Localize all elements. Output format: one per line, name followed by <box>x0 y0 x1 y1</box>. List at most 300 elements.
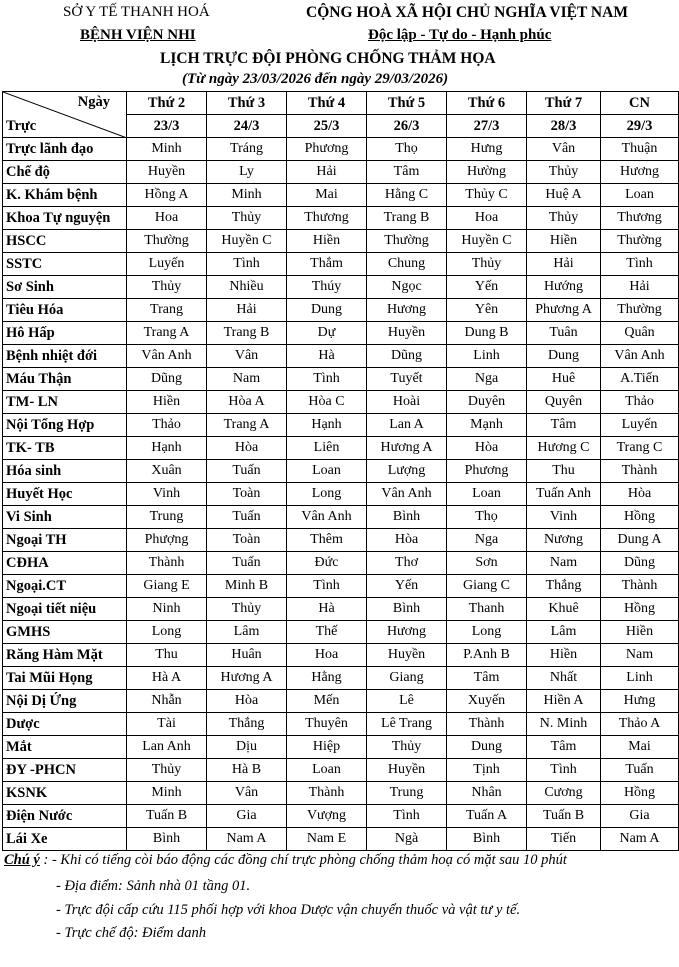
staff-cell: Vượng <box>287 805 367 828</box>
staff-cell: Hoa <box>287 644 367 667</box>
staff-cell: Thủy <box>207 207 287 230</box>
staff-cell: Linh <box>447 345 527 368</box>
staff-cell: Thọ <box>447 506 527 529</box>
staff-cell: Tâm <box>527 414 601 437</box>
staff-cell: Thuận <box>601 138 679 161</box>
staff-cell: Hằng C <box>367 184 447 207</box>
staff-cell: Hải <box>601 276 679 299</box>
staff-cell: Giang E <box>127 575 207 598</box>
staff-cell: Liên <box>287 437 367 460</box>
staff-cell: Giang C <box>447 575 527 598</box>
staff-cell: Huệ A <box>527 184 601 207</box>
staff-cell: Nam A <box>207 828 287 851</box>
date-header-2: 25/3 <box>287 115 367 138</box>
staff-cell: Yến <box>447 276 527 299</box>
page-title: LỊCH TRỰC ĐỘI PHÒNG CHỐNG THẢM HỌA <box>160 50 496 67</box>
staff-cell: Hà B <box>207 759 287 782</box>
department-cell: Máu Thận <box>3 368 127 391</box>
table-row <box>3 322 679 345</box>
staff-cell: Trang C <box>601 437 679 460</box>
table-row <box>3 598 679 621</box>
table-row <box>3 506 679 529</box>
department-cell: Răng Hàm Mặt <box>3 644 127 667</box>
staff-cell: Thủy <box>527 161 601 184</box>
staff-cell: Hương A <box>367 437 447 460</box>
staff-cell: Ly <box>207 161 287 184</box>
note-line-2: - Địa điểm: Sảnh nhà 01 tầng 01. <box>56 878 251 894</box>
nation-name: CỘNG HOÀ XÃ HỘI CHỦ NGHĨA VIỆT NAM <box>306 4 628 21</box>
staff-cell: Hương C <box>527 437 601 460</box>
staff-cell: Nhẫn <box>127 690 207 713</box>
staff-cell: Thành <box>127 552 207 575</box>
staff-cell: Hòa C <box>287 391 367 414</box>
staff-cell: Phương <box>447 460 527 483</box>
staff-cell: Tuấn B <box>527 805 601 828</box>
department-cell: ĐY -PHCN <box>3 759 127 782</box>
staff-cell: Loan <box>287 759 367 782</box>
staff-cell: Thắng <box>527 575 601 598</box>
corner-duty-label: Trực <box>6 118 37 134</box>
staff-cell: Tuấn <box>207 460 287 483</box>
table-row <box>3 736 679 759</box>
staff-cell: Hưng <box>447 138 527 161</box>
staff-cell: Thủy <box>127 276 207 299</box>
department-cell: Lái Xe <box>3 828 127 851</box>
staff-cell: Thọ <box>367 138 447 161</box>
staff-cell: Huyền <box>367 322 447 345</box>
table-row <box>3 368 679 391</box>
staff-cell: Lê <box>367 690 447 713</box>
department-cell: Huyết Học <box>3 483 127 506</box>
date-header-4: 27/3 <box>447 115 527 138</box>
staff-cell: Thành <box>601 575 679 598</box>
staff-cell: Thanh <box>447 598 527 621</box>
staff-cell: Phương <box>287 138 367 161</box>
staff-cell: Hiền <box>601 621 679 644</box>
staff-cell: Luyến <box>601 414 679 437</box>
table-row <box>3 483 679 506</box>
staff-cell: Minh B <box>207 575 287 598</box>
department-cell: TK- TB <box>3 437 127 460</box>
staff-cell: Thương <box>287 207 367 230</box>
staff-cell: Hiền <box>127 391 207 414</box>
department-cell: Tiêu Hóa <box>3 299 127 322</box>
staff-cell: Trung <box>367 782 447 805</box>
staff-cell: Huyền C <box>207 230 287 253</box>
staff-cell: Nam <box>207 368 287 391</box>
staff-cell: Minh <box>127 138 207 161</box>
staff-cell: Nga <box>447 368 527 391</box>
department-cell: Nội Tổng Hợp <box>3 414 127 437</box>
staff-cell: Hà A <box>127 667 207 690</box>
table-row <box>3 782 679 805</box>
staff-cell: Hiệp <box>287 736 367 759</box>
staff-cell: Bình <box>367 598 447 621</box>
staff-cell: Hiền A <box>527 690 601 713</box>
day-header-0: Thứ 2 <box>127 92 207 115</box>
staff-cell: Xuân <box>127 460 207 483</box>
staff-cell: Giang <box>367 667 447 690</box>
staff-cell: Tuấn B <box>127 805 207 828</box>
department-cell: Khoa Tự nguyện <box>3 207 127 230</box>
staff-cell: Trang A <box>207 414 287 437</box>
day-header-5: Thứ 7 <box>527 92 601 115</box>
staff-cell: Trang B <box>207 322 287 345</box>
staff-cell: Mạnh <box>447 414 527 437</box>
staff-cell: Hồng A <box>127 184 207 207</box>
staff-cell: Thơ <box>367 552 447 575</box>
staff-cell: Hoa <box>447 207 527 230</box>
staff-cell: Tiến <box>527 828 601 851</box>
table-row <box>3 161 679 184</box>
staff-cell: Tâm <box>447 667 527 690</box>
staff-cell: Thảo A <box>601 713 679 736</box>
note-label: Chú ý <box>4 852 40 868</box>
table-row <box>3 552 679 575</box>
corner-cell <box>3 92 127 138</box>
staff-cell: Vân Anh <box>127 345 207 368</box>
staff-cell: Thành <box>287 782 367 805</box>
staff-cell: Hà <box>287 598 367 621</box>
staff-cell: Hải <box>207 299 287 322</box>
staff-cell: Hoài <box>367 391 447 414</box>
table-row <box>3 299 679 322</box>
staff-cell: Tuấn <box>601 759 679 782</box>
staff-cell: Vân Anh <box>601 345 679 368</box>
staff-cell: Thường <box>601 230 679 253</box>
table-row <box>3 805 679 828</box>
department-cell: CĐHA <box>3 552 127 575</box>
staff-cell: Bình <box>127 828 207 851</box>
motto: Độc lập - Tự do - Hạnh phúc <box>368 27 552 43</box>
staff-cell: Hồng <box>601 506 679 529</box>
staff-cell: Tịnh <box>447 759 527 782</box>
staff-cell: Nga <box>447 529 527 552</box>
department-cell: Nội Dị Ứng <box>3 690 127 713</box>
department-cell: Điện Nước <box>3 805 127 828</box>
staff-cell: Dũng <box>367 345 447 368</box>
staff-cell: Thu <box>527 460 601 483</box>
department-cell: Ngoại TH <box>3 529 127 552</box>
table-row <box>3 138 679 161</box>
staff-cell: Dung B <box>447 322 527 345</box>
staff-cell: Vinh <box>127 483 207 506</box>
table-row <box>3 414 679 437</box>
staff-cell: Phượng <box>127 529 207 552</box>
staff-cell: Tình <box>527 759 601 782</box>
staff-cell: Tuân <box>527 322 601 345</box>
staff-cell: Nam <box>601 644 679 667</box>
staff-cell: Hường <box>447 161 527 184</box>
staff-cell: Thường <box>367 230 447 253</box>
staff-cell: Tuấn <box>207 552 287 575</box>
day-header-1: Thứ 3 <box>207 92 287 115</box>
staff-cell: Thắng <box>207 713 287 736</box>
staff-cell: Hằng <box>287 667 367 690</box>
department-cell: Chế độ <box>3 161 127 184</box>
note-line-1: : - Khi có tiếng còi báo động các đồng chí trực phòng chống thảm hoạ có mặt sau 10 phút <box>43 852 567 868</box>
date-header-0: 23/3 <box>127 115 207 138</box>
note-line-4: - Trực chế độ: Điểm danh <box>56 925 207 941</box>
staff-cell: Vân <box>207 345 287 368</box>
staff-cell: Hiền <box>527 230 601 253</box>
department-cell: TM- LN <box>3 391 127 414</box>
staff-cell: Tài <box>127 713 207 736</box>
department-cell: Bệnh nhiệt đới <box>3 345 127 368</box>
staff-cell: Huê <box>527 368 601 391</box>
staff-cell: Hưng <box>601 690 679 713</box>
staff-cell: Ngọc <box>367 276 447 299</box>
staff-cell: Hòa A <box>207 391 287 414</box>
date-range: (Từ ngày 23/03/2026 đến ngày 29/03/2026) <box>182 71 449 87</box>
staff-cell: A.Tiến <box>601 368 679 391</box>
department-cell: Sơ Sinh <box>3 276 127 299</box>
table-row <box>3 391 679 414</box>
staff-cell: Hương <box>367 621 447 644</box>
table-row <box>3 690 679 713</box>
staff-cell: Hòa <box>447 437 527 460</box>
staff-cell: Huyền C <box>447 230 527 253</box>
staff-cell: Hạnh <box>127 437 207 460</box>
staff-cell: Tình <box>207 253 287 276</box>
staff-cell: Lượng <box>367 460 447 483</box>
staff-cell: Thành <box>601 460 679 483</box>
staff-cell: Long <box>447 621 527 644</box>
staff-cell: Hải <box>287 161 367 184</box>
staff-cell: Thêm <box>287 529 367 552</box>
table-row <box>3 828 679 851</box>
staff-cell: Thúy <box>287 276 367 299</box>
department-cell: Ngoại tiết niệu <box>3 598 127 621</box>
day-header-3: Thứ 5 <box>367 92 447 115</box>
staff-cell: Thủy <box>447 253 527 276</box>
staff-cell: Nương <box>527 529 601 552</box>
table-row <box>3 667 679 690</box>
table-row <box>3 345 679 368</box>
staff-cell: Hương <box>367 299 447 322</box>
staff-cell: Hòa <box>207 690 287 713</box>
table-row <box>3 644 679 667</box>
staff-cell: N. Minh <box>527 713 601 736</box>
staff-cell: Tình <box>367 805 447 828</box>
staff-cell: Gia <box>207 805 287 828</box>
staff-cell: Tình <box>287 575 367 598</box>
staff-cell: Trung <box>127 506 207 529</box>
table-row <box>3 207 679 230</box>
staff-cell: Tình <box>287 368 367 391</box>
staff-cell: Yên <box>447 299 527 322</box>
staff-cell: Trang <box>127 299 207 322</box>
staff-cell: Dung <box>287 299 367 322</box>
staff-cell: Tuấn Anh <box>527 483 601 506</box>
day-header-2: Thứ 4 <box>287 92 367 115</box>
table-row <box>3 713 679 736</box>
staff-cell: Toàn <box>207 529 287 552</box>
staff-cell: Dung <box>527 345 601 368</box>
table-row <box>3 621 679 644</box>
staff-cell: Thường <box>127 230 207 253</box>
staff-cell: Quân <box>601 322 679 345</box>
department-cell: Vi Sinh <box>3 506 127 529</box>
department-cell: Hóa sinh <box>3 460 127 483</box>
table-row <box>3 437 679 460</box>
table-row <box>3 253 679 276</box>
department-cell: K. Khám bệnh <box>3 184 127 207</box>
staff-cell: Toàn <box>207 483 287 506</box>
department-cell: Dược <box>3 713 127 736</box>
staff-cell: Vân <box>207 782 287 805</box>
staff-cell: Nhân <box>447 782 527 805</box>
department-name: SỞ Y TẾ THANH HOÁ <box>63 4 210 20</box>
table-row <box>3 230 679 253</box>
department-cell: Trực lãnh đạo <box>3 138 127 161</box>
staff-cell: Tuấn A <box>447 805 527 828</box>
staff-cell: Minh <box>207 184 287 207</box>
date-header-3: 26/3 <box>367 115 447 138</box>
staff-cell: Lâm <box>527 621 601 644</box>
department-cell: Mắt <box>3 736 127 759</box>
staff-cell: Cương <box>527 782 601 805</box>
header-row-days <box>3 92 679 115</box>
staff-cell: Hiền <box>527 644 601 667</box>
staff-cell: Thảo <box>601 391 679 414</box>
staff-cell: Hương A <box>207 667 287 690</box>
table-row <box>3 460 679 483</box>
staff-cell: Dung <box>447 736 527 759</box>
staff-cell: Lan Anh <box>127 736 207 759</box>
staff-cell: Nhất <box>527 667 601 690</box>
staff-cell: Yến <box>367 575 447 598</box>
day-header-4: Thứ 6 <box>447 92 527 115</box>
staff-cell: Đức <box>287 552 367 575</box>
staff-cell: Hồng <box>601 782 679 805</box>
staff-cell: Quyên <box>527 391 601 414</box>
date-header-6: 29/3 <box>601 115 679 138</box>
staff-cell: Hòa <box>601 483 679 506</box>
staff-cell: Nam E <box>287 828 367 851</box>
staff-cell: Dũng <box>127 368 207 391</box>
staff-cell: Hạnh <box>287 414 367 437</box>
staff-cell: Vinh <box>527 506 601 529</box>
staff-cell: Hoa <box>127 207 207 230</box>
staff-cell: Minh <box>127 782 207 805</box>
staff-cell: Tình <box>601 253 679 276</box>
department-cell: SSTC <box>3 253 127 276</box>
staff-cell: Hiền <box>287 230 367 253</box>
staff-cell: Thủy <box>127 759 207 782</box>
staff-cell: Lâm <box>207 621 287 644</box>
staff-cell: Trang B <box>367 207 447 230</box>
staff-cell: Gia <box>601 805 679 828</box>
staff-cell: Loan <box>447 483 527 506</box>
staff-cell: Ngà <box>367 828 447 851</box>
staff-cell: Thế <box>287 621 367 644</box>
staff-cell: P.Anh B <box>447 644 527 667</box>
staff-cell: Tráng <box>207 138 287 161</box>
staff-cell: Vân Anh <box>367 483 447 506</box>
staff-cell: Loan <box>601 184 679 207</box>
staff-cell: Hồng <box>601 598 679 621</box>
staff-cell: Thủy C <box>447 184 527 207</box>
staff-cell: Huyền <box>367 644 447 667</box>
staff-cell: Lê Trang <box>367 713 447 736</box>
table-row <box>3 529 679 552</box>
staff-cell: Nam <box>527 552 601 575</box>
staff-cell: Tuấn <box>207 506 287 529</box>
staff-cell: Thuyên <box>287 713 367 736</box>
staff-cell: Thu <box>127 644 207 667</box>
staff-cell: Hòa <box>367 529 447 552</box>
date-header-5: 28/3 <box>527 115 601 138</box>
staff-cell: Hà <box>287 345 367 368</box>
staff-cell: Long <box>127 621 207 644</box>
department-cell: HSCC <box>3 230 127 253</box>
staff-cell: Hướng <box>527 276 601 299</box>
staff-cell: Vân <box>527 138 601 161</box>
staff-cell: Huyền <box>367 759 447 782</box>
staff-cell: Thảo <box>127 414 207 437</box>
staff-cell: Dịu <box>207 736 287 759</box>
department-cell: KSNK <box>3 782 127 805</box>
document-header <box>0 0 679 92</box>
staff-cell: Hòa <box>207 437 287 460</box>
staff-cell: Vân Anh <box>287 506 367 529</box>
staff-cell: Duyên <box>447 391 527 414</box>
staff-cell: Ninh <box>127 598 207 621</box>
staff-cell: Thường <box>601 299 679 322</box>
staff-cell: Dung A <box>601 529 679 552</box>
staff-cell: Dũng <box>601 552 679 575</box>
department-cell: Tai Mũi Họng <box>3 667 127 690</box>
staff-cell: Tâm <box>527 736 601 759</box>
staff-cell: Khuê <box>527 598 601 621</box>
staff-cell: Dự <box>287 322 367 345</box>
staff-cell: Huân <box>207 644 287 667</box>
staff-cell: Phương A <box>527 299 601 322</box>
staff-cell: Long <box>287 483 367 506</box>
staff-cell: Thủy <box>207 598 287 621</box>
staff-cell: Bình <box>447 828 527 851</box>
day-header-6: CN <box>601 92 679 115</box>
table-row <box>3 184 679 207</box>
hospital-name: BỆNH VIỆN NHI <box>80 27 196 43</box>
staff-cell: Nam A <box>601 828 679 851</box>
duty-schedule-table <box>2 91 679 851</box>
department-cell: Ngoại.CT <box>3 575 127 598</box>
staff-cell: Trang A <box>127 322 207 345</box>
staff-cell: Xuyến <box>447 690 527 713</box>
staff-cell: Mai <box>287 184 367 207</box>
table-row <box>3 575 679 598</box>
staff-cell: Thương <box>601 207 679 230</box>
staff-cell: Huyền <box>127 161 207 184</box>
department-cell: Hô Hấp <box>3 322 127 345</box>
staff-cell: Linh <box>601 667 679 690</box>
staff-cell: Tâm <box>367 161 447 184</box>
table-row <box>3 276 679 299</box>
staff-cell: Tuyết <box>367 368 447 391</box>
staff-cell: Thủy <box>367 736 447 759</box>
staff-cell: Hải <box>527 253 601 276</box>
staff-cell: Nhiều <box>207 276 287 299</box>
staff-cell: Thành <box>447 713 527 736</box>
staff-cell: Hương <box>601 161 679 184</box>
staff-cell: Bình <box>367 506 447 529</box>
table-row <box>3 759 679 782</box>
staff-cell: Luyến <box>127 253 207 276</box>
staff-cell: Sơn <box>447 552 527 575</box>
staff-cell: Lan A <box>367 414 447 437</box>
